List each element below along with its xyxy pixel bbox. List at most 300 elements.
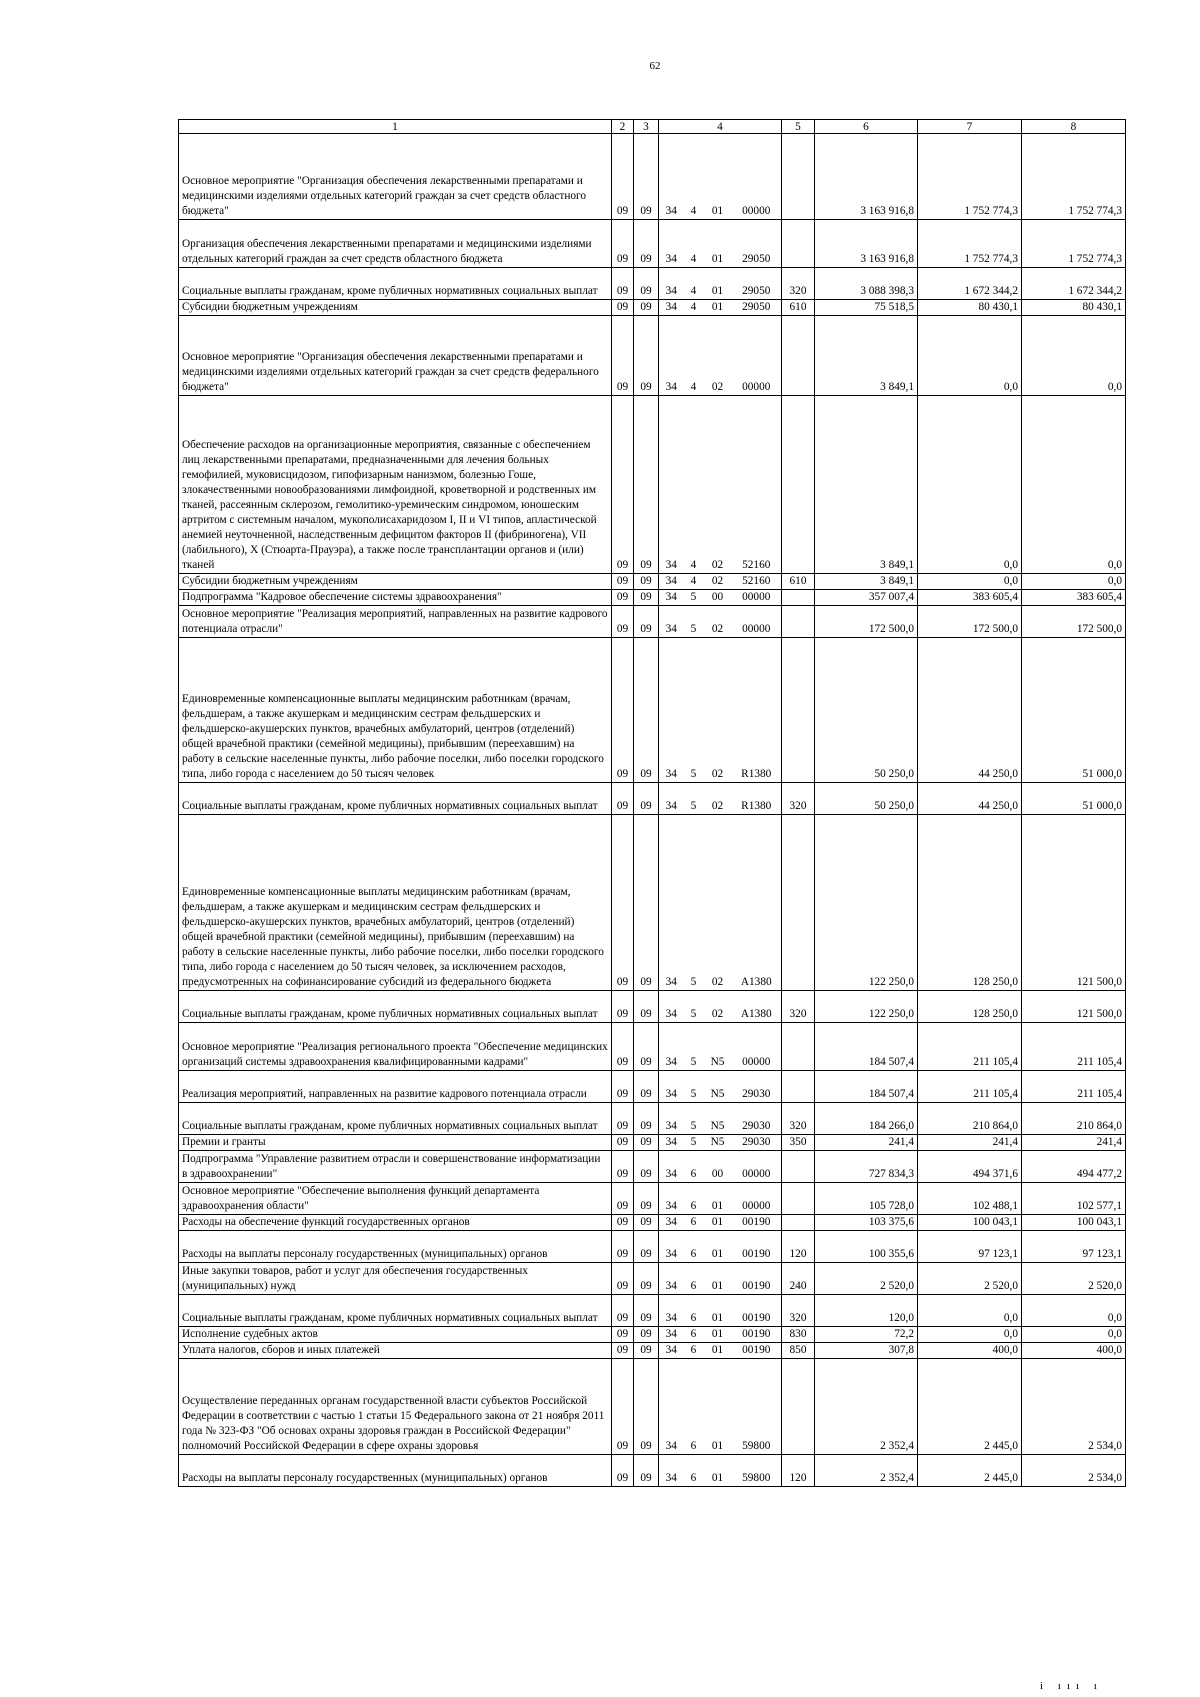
cell-amount-1: 3 088 398,3: [815, 268, 918, 300]
cell-subsection: 09: [634, 1135, 659, 1151]
table-row: [179, 300, 1126, 316]
cell-event: 00: [704, 1151, 732, 1183]
cell-event: 01: [704, 1263, 732, 1295]
cell-name: Уплата налогов, сборов и иных платежей: [179, 1343, 612, 1359]
cell-expense-type: 320: [782, 1103, 815, 1135]
cell-amount-2: 128 250,0: [918, 815, 1022, 991]
cell-amount-3: 102 577,1: [1022, 1183, 1126, 1215]
cell-subprogram: 4: [684, 268, 704, 300]
cell-section: 09: [612, 606, 634, 638]
cell-event: 00: [704, 590, 732, 606]
cell-name: Основное мероприятие "Реализация регионального проекта "Обеспечение медицинских организаций системы здравоохранения квалифицированными кадрами": [179, 1023, 612, 1071]
cell-direction: 29030: [732, 1103, 782, 1135]
cell-amount-1: 105 728,0: [815, 1183, 918, 1215]
cell-direction: 52160: [732, 574, 782, 590]
cell-expense-type: [782, 1071, 815, 1103]
cell-event: 01: [704, 1215, 732, 1231]
cell-expense-type: 610: [782, 300, 815, 316]
cell-name: Осуществление переданных органам государственной власти субъектов Российской Федерации в соответствии с частью 1 статьи 15 Федерального закона от 21 ноября 2011 года № 323-ФЗ "Об основах охраны здоровья граждан в Российской Федерации" полномочий Российской Федерации в сфере охраны здоровья: [179, 1359, 612, 1455]
cell-amount-1: 72,2: [815, 1327, 918, 1343]
cell-subsection: 09: [634, 606, 659, 638]
cell-amount-2: 0,0: [918, 574, 1022, 590]
cell-subsection: 09: [634, 783, 659, 815]
table-row: [179, 606, 1126, 638]
cell-name: Единовременные компенсационные выплаты медицинским работникам (врачам, фельдшерам, а также акушеркам и медицинским сестрам фельдшерских и фельдшерско-акушерских пунктов, врачебных амбулаторий, центров (отделений) общей врачебной практики (семейной медицины), прибывшим (переехавшим) на работу в сельские населенные пункты, либо рабочие поселки, либо поселки городского типа, либо города с населением до 50 тысяч человек: [179, 638, 612, 783]
cell-subprogram: 5: [684, 590, 704, 606]
cell-direction: 00000: [732, 316, 782, 396]
cell-name: Подпрограмма "Кадровое обеспечение системы здравоохранения": [179, 590, 612, 606]
cell-subsection: 09: [634, 1455, 659, 1487]
table-header-row: [179, 120, 1126, 134]
cell-amount-2: 0,0: [918, 396, 1022, 574]
cell-direction: 00190: [732, 1343, 782, 1359]
cell-expense-type: 350: [782, 1135, 815, 1151]
cell-event: 02: [704, 316, 732, 396]
table-row: [179, 815, 1126, 991]
cell-expense-type: [782, 606, 815, 638]
cell-direction: 29030: [732, 1135, 782, 1151]
cell-subsection: 09: [634, 396, 659, 574]
cell-subprogram: 6: [684, 1455, 704, 1487]
cell-amount-1: 3 163 916,8: [815, 220, 918, 268]
cell-name: Основное мероприятие "Реализация мероприятий, направленных на развитие кадрового потенциала отрасли": [179, 606, 612, 638]
cell-section: 09: [612, 1135, 634, 1151]
cell-subsection: 09: [634, 1215, 659, 1231]
cell-program: 34: [659, 1151, 684, 1183]
cell-amount-2: 1 752 774,3: [918, 134, 1022, 220]
cell-expense-type: [782, 1359, 815, 1455]
cell-section: 09: [612, 220, 634, 268]
cell-name: Основное мероприятие "Организация обеспечения лекарственными препаратами и медицинскими изделиями отдельных категорий граждан за счет средств областного бюджета": [179, 134, 612, 220]
cell-subprogram: 5: [684, 606, 704, 638]
table-row: [179, 268, 1126, 300]
cell-amount-1: 184 507,4: [815, 1071, 918, 1103]
cell-program: 34: [659, 1295, 684, 1327]
cell-subsection: 09: [634, 1103, 659, 1135]
cell-amount-3: 1 672 344,2: [1022, 268, 1126, 300]
cell-expense-type: [782, 134, 815, 220]
cell-section: 09: [612, 1359, 634, 1455]
cell-amount-1: 50 250,0: [815, 783, 918, 815]
table-row: [179, 1295, 1126, 1327]
cell-direction: 59800: [732, 1359, 782, 1455]
table-row: [179, 1263, 1126, 1295]
cell-subprogram: 6: [684, 1327, 704, 1343]
cell-section: 09: [612, 1151, 634, 1183]
table-row: [179, 1183, 1126, 1215]
cell-expense-type: 320: [782, 783, 815, 815]
cell-direction: 00190: [732, 1215, 782, 1231]
cell-name: Подпрограмма "Управление развитием отрасли и совершенствование информатизации в здравоохранении": [179, 1151, 612, 1183]
cell-expense-type: 850: [782, 1343, 815, 1359]
cell-amount-1: 3 163 916,8: [815, 134, 918, 220]
cell-amount-2: 0,0: [918, 316, 1022, 396]
cell-direction: 00000: [732, 1151, 782, 1183]
cell-amount-2: 1 672 344,2: [918, 268, 1022, 300]
cell-section: 09: [612, 396, 634, 574]
table-row: [179, 638, 1126, 783]
cell-program: 34: [659, 1359, 684, 1455]
cell-program: 34: [659, 1231, 684, 1263]
cell-program: 34: [659, 396, 684, 574]
cell-expense-type: [782, 316, 815, 396]
cell-event: N5: [704, 1103, 732, 1135]
cell-amount-2: 44 250,0: [918, 638, 1022, 783]
cell-amount-2: 80 430,1: [918, 300, 1022, 316]
cell-subprogram: 4: [684, 300, 704, 316]
cell-subprogram: 4: [684, 396, 704, 574]
cell-amount-1: 307,8: [815, 1343, 918, 1359]
cell-amount-3: 0,0: [1022, 574, 1126, 590]
cell-direction: 00000: [732, 1183, 782, 1215]
header-col-7: 7: [918, 120, 1022, 134]
cell-amount-2: 44 250,0: [918, 783, 1022, 815]
cell-amount-3: 0,0: [1022, 396, 1126, 574]
cell-section: 09: [612, 268, 634, 300]
cell-subsection: 09: [634, 1231, 659, 1263]
cell-amount-1: 241,4: [815, 1135, 918, 1151]
cell-amount-3: 121 500,0: [1022, 991, 1126, 1023]
cell-event: 01: [704, 1231, 732, 1263]
cell-subsection: 09: [634, 134, 659, 220]
cell-event: 02: [704, 783, 732, 815]
header-col-2: 2: [612, 120, 634, 134]
cell-amount-2: 383 605,4: [918, 590, 1022, 606]
cell-section: 09: [612, 590, 634, 606]
cell-subprogram: 6: [684, 1263, 704, 1295]
cell-direction: 29050: [732, 300, 782, 316]
cell-amount-3: 2 534,0: [1022, 1455, 1126, 1487]
cell-event: 02: [704, 991, 732, 1023]
cell-program: 34: [659, 300, 684, 316]
header-col-5: 5: [782, 120, 815, 134]
table-row: [179, 1359, 1126, 1455]
header-col-3: 3: [634, 120, 659, 134]
cell-amount-2: 210 864,0: [918, 1103, 1022, 1135]
cell-amount-1: 3 849,1: [815, 316, 918, 396]
cell-program: 34: [659, 1343, 684, 1359]
cell-expense-type: [782, 1151, 815, 1183]
cell-subprogram: 4: [684, 316, 704, 396]
table-row: [179, 1135, 1126, 1151]
cell-section: 09: [612, 991, 634, 1023]
cell-program: 34: [659, 1455, 684, 1487]
cell-amount-2: 241,4: [918, 1135, 1022, 1151]
cell-expense-type: [782, 638, 815, 783]
cell-subsection: 09: [634, 1023, 659, 1071]
cell-direction: 59800: [732, 1455, 782, 1487]
cell-subsection: 09: [634, 220, 659, 268]
table-row: [179, 574, 1126, 590]
cell-amount-3: 51 000,0: [1022, 783, 1126, 815]
cell-event: 02: [704, 815, 732, 991]
cell-direction: R1380: [732, 638, 782, 783]
cell-amount-2: 1 752 774,3: [918, 220, 1022, 268]
cell-program: 34: [659, 268, 684, 300]
cell-section: 09: [612, 638, 634, 783]
cell-amount-1: 727 834,3: [815, 1151, 918, 1183]
table-row: [179, 783, 1126, 815]
cell-amount-1: 3 849,1: [815, 574, 918, 590]
cell-event: 01: [704, 1359, 732, 1455]
cell-amount-2: 2 520,0: [918, 1263, 1022, 1295]
cell-subsection: 09: [634, 268, 659, 300]
cell-section: 09: [612, 1327, 634, 1343]
cell-expense-type: [782, 220, 815, 268]
cell-amount-1: 103 375,6: [815, 1215, 918, 1231]
table-row: [179, 134, 1126, 220]
cell-event: 01: [704, 1183, 732, 1215]
cell-program: 34: [659, 1071, 684, 1103]
cell-expense-type: 320: [782, 1295, 815, 1327]
cell-amount-3: 172 500,0: [1022, 606, 1126, 638]
cell-expense-type: [782, 1023, 815, 1071]
cell-section: 09: [612, 1295, 634, 1327]
cell-amount-2: 211 105,4: [918, 1071, 1022, 1103]
cell-subsection: 09: [634, 1263, 659, 1295]
budget-table: [178, 119, 1126, 1487]
cell-name: Субсидии бюджетным учреждениям: [179, 300, 612, 316]
cell-amount-1: 120,0: [815, 1295, 918, 1327]
cell-direction: 29030: [732, 1071, 782, 1103]
table-row: [179, 590, 1126, 606]
cell-expense-type: [782, 1183, 815, 1215]
cell-event: 01: [704, 1343, 732, 1359]
cell-section: 09: [612, 316, 634, 396]
cell-name: Социальные выплаты гражданам, кроме публичных нормативных социальных выплат: [179, 1295, 612, 1327]
cell-subprogram: 5: [684, 1103, 704, 1135]
cell-name: Организация обеспечения лекарственными препаратами и медицинскими изделиями отдельных категорий граждан за счет средств областного бюджета: [179, 220, 612, 268]
cell-direction: 00190: [732, 1263, 782, 1295]
cell-amount-2: 494 371,6: [918, 1151, 1022, 1183]
cell-amount-1: 75 518,5: [815, 300, 918, 316]
cell-direction: 00000: [732, 134, 782, 220]
cell-direction: 29050: [732, 268, 782, 300]
table-row: [179, 1455, 1126, 1487]
table-body: [179, 120, 1126, 1487]
header-col-1: 1: [179, 120, 612, 134]
cell-program: 34: [659, 1103, 684, 1135]
cell-subprogram: 5: [684, 991, 704, 1023]
cell-section: 09: [612, 1263, 634, 1295]
cell-amount-2: 100 043,1: [918, 1215, 1022, 1231]
cell-event: 01: [704, 220, 732, 268]
cell-subsection: 09: [634, 316, 659, 396]
cell-amount-1: 100 355,6: [815, 1231, 918, 1263]
cell-event: N5: [704, 1023, 732, 1071]
cell-subsection: 09: [634, 590, 659, 606]
cell-program: 34: [659, 316, 684, 396]
cell-name: Социальные выплаты гражданам, кроме публичных нормативных социальных выплат: [179, 991, 612, 1023]
cell-program: 34: [659, 220, 684, 268]
cell-event: 02: [704, 396, 732, 574]
cell-amount-2: 172 500,0: [918, 606, 1022, 638]
cell-amount-3: 383 605,4: [1022, 590, 1126, 606]
cell-amount-2: 2 445,0: [918, 1359, 1022, 1455]
cell-section: 09: [612, 1023, 634, 1071]
cell-amount-3: 494 477,2: [1022, 1151, 1126, 1183]
cell-program: 34: [659, 1183, 684, 1215]
cell-direction: 00190: [732, 1231, 782, 1263]
cell-expense-type: 240: [782, 1263, 815, 1295]
page-number: 62: [649, 60, 661, 72]
cell-direction: 00190: [732, 1295, 782, 1327]
cell-section: 09: [612, 300, 634, 316]
cell-event: 02: [704, 574, 732, 590]
header-col-8: 8: [1022, 120, 1126, 134]
cell-name: Основное мероприятие "Организация обеспечения лекарственными препаратами и медицинскими изделиями отдельных категорий граждан за счет средств федерального бюджета": [179, 316, 612, 396]
cell-direction: A1380: [732, 815, 782, 991]
cell-program: 34: [659, 590, 684, 606]
cell-event: 02: [704, 638, 732, 783]
cell-program: 34: [659, 1023, 684, 1071]
cell-event: 01: [704, 1295, 732, 1327]
cell-amount-3: 400,0: [1022, 1343, 1126, 1359]
cell-name: Расходы на обеспечение функций государственных органов: [179, 1215, 612, 1231]
cell-amount-2: 211 105,4: [918, 1023, 1022, 1071]
cell-program: 34: [659, 1263, 684, 1295]
cell-program: 34: [659, 134, 684, 220]
cell-amount-3: 210 864,0: [1022, 1103, 1126, 1135]
cell-subsection: 09: [634, 1343, 659, 1359]
cell-name: Социальные выплаты гражданам, кроме публичных нормативных социальных выплат: [179, 1103, 612, 1135]
cell-amount-3: 0,0: [1022, 1295, 1126, 1327]
cell-amount-3: 121 500,0: [1022, 815, 1126, 991]
cell-amount-2: 102 488,1: [918, 1183, 1022, 1215]
cell-section: 09: [612, 1343, 634, 1359]
cell-event: 02: [704, 606, 732, 638]
cell-subprogram: 6: [684, 1343, 704, 1359]
cell-subsection: 09: [634, 1359, 659, 1455]
cell-expense-type: [782, 590, 815, 606]
cell-subsection: 09: [634, 574, 659, 590]
cell-expense-type: [782, 815, 815, 991]
cell-amount-3: 0,0: [1022, 1327, 1126, 1343]
cell-subprogram: 6: [684, 1183, 704, 1215]
cell-expense-type: 830: [782, 1327, 815, 1343]
table-row: [179, 220, 1126, 268]
cell-subprogram: 6: [684, 1295, 704, 1327]
cell-event: 01: [704, 1455, 732, 1487]
cell-program: 34: [659, 783, 684, 815]
cell-event: 01: [704, 134, 732, 220]
cell-amount-2: 0,0: [918, 1327, 1022, 1343]
cell-program: 34: [659, 1135, 684, 1151]
cell-name: Иные закупки товаров, работ и услуг для обеспечения государственных (муниципальных) нужд: [179, 1263, 612, 1295]
cell-subprogram: 6: [684, 1215, 704, 1231]
cell-name: Субсидии бюджетным учреждениям: [179, 574, 612, 590]
cell-program: 34: [659, 1327, 684, 1343]
cell-section: 09: [612, 1231, 634, 1263]
cell-event: N5: [704, 1071, 732, 1103]
cell-name: Реализация мероприятий, направленных на развитие кадрового потенциала отрасли: [179, 1071, 612, 1103]
cell-amount-3: 97 123,1: [1022, 1231, 1126, 1263]
cell-amount-1: 122 250,0: [815, 991, 918, 1023]
cell-amount-1: 50 250,0: [815, 638, 918, 783]
cell-amount-1: 3 849,1: [815, 396, 918, 574]
cell-name: Основное мероприятие "Обеспечение выполнения функций департамента здравоохранения области": [179, 1183, 612, 1215]
cell-amount-3: 51 000,0: [1022, 638, 1126, 783]
cell-section: 09: [612, 815, 634, 991]
cell-section: 09: [612, 1215, 634, 1231]
table-row: [179, 1103, 1126, 1135]
cell-direction: 29050: [732, 220, 782, 268]
cell-amount-3: 0,0: [1022, 316, 1126, 396]
cell-subsection: 09: [634, 815, 659, 991]
cell-subprogram: 4: [684, 134, 704, 220]
cell-subprogram: 5: [684, 638, 704, 783]
cell-program: 34: [659, 606, 684, 638]
cell-subprogram: 4: [684, 220, 704, 268]
cell-subprogram: 6: [684, 1359, 704, 1455]
cell-amount-2: 128 250,0: [918, 991, 1022, 1023]
table-row: [179, 396, 1126, 574]
cell-name: Расходы на выплаты персоналу государственных (муниципальных) органов: [179, 1455, 612, 1487]
cell-subsection: 09: [634, 638, 659, 783]
cell-amount-3: 211 105,4: [1022, 1071, 1126, 1103]
table-row: [179, 1023, 1126, 1071]
cell-amount-1: 357 007,4: [815, 590, 918, 606]
cell-amount-3: 1 752 774,3: [1022, 220, 1126, 268]
cell-event: 01: [704, 1327, 732, 1343]
cell-name: Социальные выплаты гражданам, кроме публичных нормативных социальных выплат: [179, 783, 612, 815]
cell-subsection: 09: [634, 1183, 659, 1215]
cell-section: 09: [612, 783, 634, 815]
cell-amount-1: 2 352,4: [815, 1455, 918, 1487]
table-row: [179, 991, 1126, 1023]
cell-amount-3: 100 043,1: [1022, 1215, 1126, 1231]
cell-direction: 00000: [732, 1023, 782, 1071]
cell-name: Обеспечение расходов на организационные мероприятия, связанные с обеспечением лиц лекарственными препаратами, предназначенными для лечения больных гемофилией, муковисцидозом, гипофизарным нанизмом, болезнью Гоше, злокачественными новообразованиями лимфоидной, кроветворной и родственных им тканей, рассеянным склерозом, гемолитико-уремическим синдромом, юношеским артритом с системным началом, мукополисахаридозом I, II и VI типов, апластической анемией неуточненной, наследственным дефицитом факторов II (фибриногена), VII (лабильного), X (Стюарта-Прауэра), а также после трансплантации органов и (или) тканей: [179, 396, 612, 574]
cell-name: Социальные выплаты гражданам, кроме публичных нормативных социальных выплат: [179, 268, 612, 300]
cell-expense-type: [782, 1215, 815, 1231]
cell-section: 09: [612, 1183, 634, 1215]
cell-amount-1: 184 266,0: [815, 1103, 918, 1135]
cell-amount-3: 2 520,0: [1022, 1263, 1126, 1295]
cell-subprogram: 5: [684, 1023, 704, 1071]
cell-amount-2: 97 123,1: [918, 1231, 1022, 1263]
cell-amount-3: 211 105,4: [1022, 1023, 1126, 1071]
cell-name: Премии и гранты: [179, 1135, 612, 1151]
cell-section: 09: [612, 574, 634, 590]
table-row: [179, 1071, 1126, 1103]
cell-subprogram: 5: [684, 783, 704, 815]
cell-expense-type: 120: [782, 1231, 815, 1263]
cell-direction: 52160: [732, 396, 782, 574]
cell-expense-type: 610: [782, 574, 815, 590]
cell-section: 09: [612, 134, 634, 220]
cell-amount-1: 2 520,0: [815, 1263, 918, 1295]
cell-direction: 00000: [732, 590, 782, 606]
cell-program: 34: [659, 1215, 684, 1231]
cell-program: 34: [659, 815, 684, 991]
cell-subsection: 09: [634, 991, 659, 1023]
table-row: [179, 1343, 1126, 1359]
cell-subprogram: 5: [684, 1135, 704, 1151]
scan-marks: i ııı ı: [1040, 1680, 1103, 1692]
cell-direction: A1380: [732, 991, 782, 1023]
cell-expense-type: 320: [782, 268, 815, 300]
cell-program: 34: [659, 574, 684, 590]
header-col-6: 6: [815, 120, 918, 134]
table-row: [179, 316, 1126, 396]
cell-subprogram: 5: [684, 815, 704, 991]
cell-event: 01: [704, 300, 732, 316]
cell-amount-3: 241,4: [1022, 1135, 1126, 1151]
table-row: [179, 1151, 1126, 1183]
cell-subprogram: 5: [684, 1071, 704, 1103]
cell-event: N5: [704, 1135, 732, 1151]
